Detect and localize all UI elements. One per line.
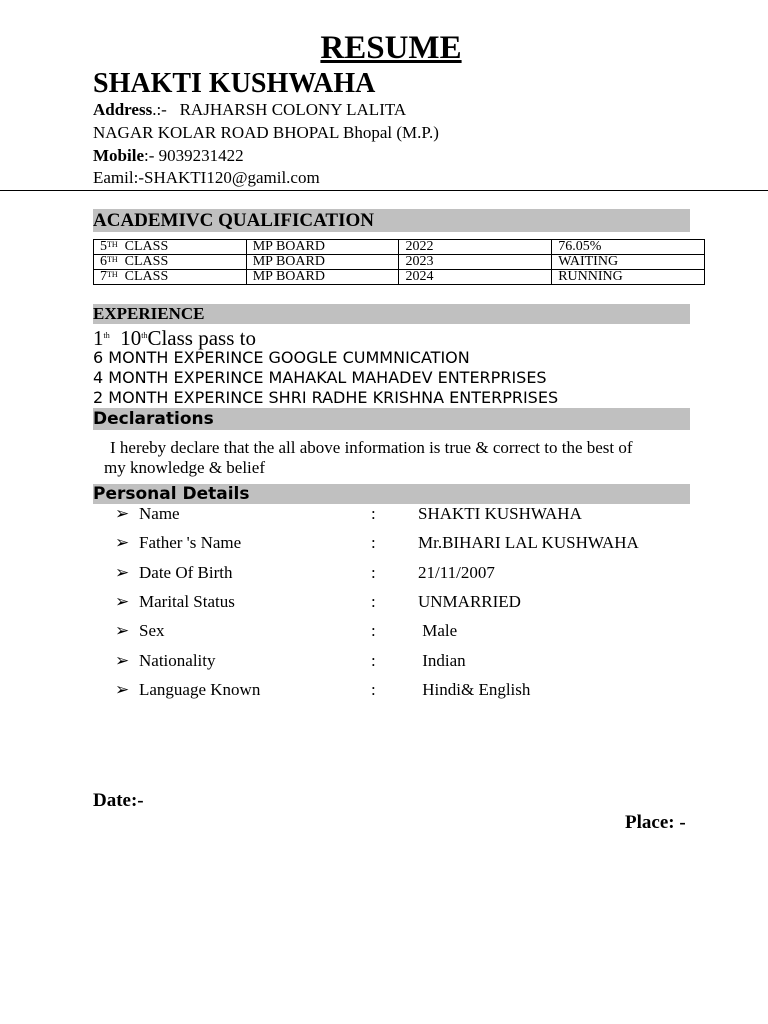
result-cell: WAITING	[552, 255, 705, 270]
academic-heading: ACADEMIVC QUALIFICATION	[93, 210, 374, 231]
place-label: Place: -	[625, 812, 686, 833]
intro-text: Class pass to	[147, 326, 256, 350]
class-cell	[94, 255, 247, 270]
personal-detail-row	[0, 503, 768, 527]
personal-detail-row	[0, 650, 768, 674]
year-cell: 2023	[399, 255, 552, 270]
class-word: CLASS	[124, 239, 169, 254]
header-divider	[0, 190, 768, 191]
personal-heading-band	[93, 484, 690, 504]
class-suffix: TH	[107, 255, 118, 264]
email-line: Eamil:-SHAKTI120@gamil.com	[93, 168, 320, 187]
result-cell: 76.05%	[552, 240, 705, 255]
personal-detail-row	[0, 532, 768, 556]
arrow-bullet-icon: ➢	[115, 650, 130, 671]
intro-num-1: 1	[93, 326, 104, 350]
detail-value: SHAKTI KUSHWAHA	[418, 504, 582, 523]
candidate-name: SHAKTI KUSHWAHA	[93, 68, 376, 99]
arrow-bullet-icon: ➢	[115, 562, 130, 583]
detail-value: Indian	[418, 650, 466, 670]
class-number: 5	[100, 239, 107, 254]
class-number: 7	[100, 269, 107, 284]
declaration-text-2: my knowledge & belief	[104, 458, 265, 477]
mobile-line	[93, 145, 244, 167]
address-separator: .:-	[152, 100, 167, 119]
personal-detail-row	[0, 591, 768, 615]
arrow-bullet-icon: ➢	[115, 621, 130, 642]
address-line-2: NAGAR KOLAR ROAD BHOPAL Bhopal (M.P.)	[93, 123, 439, 142]
board-cell: MP BOARD	[246, 240, 399, 255]
declarations-heading-band	[93, 408, 690, 430]
personal-detail-row	[0, 562, 768, 586]
address-text-1: RAJHARSH COLONY LALITA	[179, 100, 407, 119]
detail-value: 21/11/2007	[418, 562, 495, 582]
detail-label: Sex	[139, 621, 165, 641]
detail-label: Language Known	[139, 679, 261, 699]
detail-value: Mr.BIHARI LAL KUSHWAHA	[418, 533, 639, 553]
detail-label: Date Of Birth	[139, 562, 233, 582]
date-label: Date:-	[93, 790, 144, 811]
arrow-bullet-icon: ➢	[115, 679, 130, 700]
year-cell: 2024	[399, 270, 552, 285]
mobile-number: :- 9039231422	[144, 146, 244, 165]
class-word: CLASS	[124, 254, 169, 269]
detail-colon: :	[371, 504, 376, 523]
academic-row	[94, 240, 705, 255]
academic-row	[94, 270, 705, 285]
experience-heading: EXPERIENCE	[93, 304, 205, 323]
detail-label: Father 's Name	[139, 533, 242, 553]
arrow-bullet-icon: ➢	[115, 591, 130, 612]
declarations-heading: Declarations	[93, 409, 214, 429]
board-cell: MP BOARD	[246, 255, 399, 270]
arrow-bullet-icon: ➢	[115, 504, 130, 524]
address-label: Address	[93, 100, 153, 119]
arrow-bullet-icon: ➢	[115, 533, 130, 554]
detail-value: Male	[418, 621, 458, 641]
detail-colon: :	[371, 650, 376, 670]
experience-item: 2 MONTH EXPERINCE SHRI RADHE KRISHNA ENTERPRISES	[93, 388, 559, 407]
result-cell: RUNNING	[552, 270, 705, 285]
class-cell	[94, 270, 247, 285]
experience-heading-band	[93, 304, 690, 324]
personal-heading: Personal Details	[93, 484, 250, 504]
class-word: CLASS	[124, 269, 169, 284]
personal-detail-row	[0, 679, 768, 703]
class-suffix: TH	[107, 240, 118, 249]
academic-row	[94, 255, 705, 270]
board-cell: MP BOARD	[246, 270, 399, 285]
detail-value: Hindi& English	[418, 679, 531, 699]
experience-item: 6 MONTH EXPERINCE GOOGLE CUMMNICATION	[93, 348, 470, 367]
experience-item: 4 MONTH EXPERINCE MAHAKAL MAHADEV ENTERPRISES	[93, 368, 547, 387]
class-cell	[94, 240, 247, 255]
resume-title: RESUME	[320, 30, 462, 66]
personal-detail-row	[0, 620, 768, 644]
academic-heading-band	[93, 209, 690, 232]
class-suffix: TH	[107, 270, 118, 279]
declaration-text-1: I hereby declare that the all above information is true & correct to the best of	[110, 438, 633, 457]
mobile-label: Mobile	[93, 146, 144, 165]
address-line-1	[93, 99, 406, 121]
intro-sup-1: th	[103, 331, 110, 340]
detail-label: Name	[139, 504, 180, 523]
detail-label: Marital Status	[139, 591, 235, 611]
detail-label: Nationality	[139, 650, 216, 670]
detail-colon: :	[371, 621, 376, 641]
detail-colon: :	[371, 533, 376, 553]
intro-sup-2: th	[141, 331, 148, 340]
class-number: 6	[100, 254, 107, 269]
academic-table	[93, 239, 705, 285]
detail-colon: :	[371, 591, 376, 611]
detail-colon: :	[371, 679, 376, 699]
detail-colon: :	[371, 562, 376, 582]
detail-value: UNMARRIED	[418, 591, 521, 611]
year-cell: 2022	[399, 240, 552, 255]
intro-num-2: 10	[120, 326, 142, 350]
